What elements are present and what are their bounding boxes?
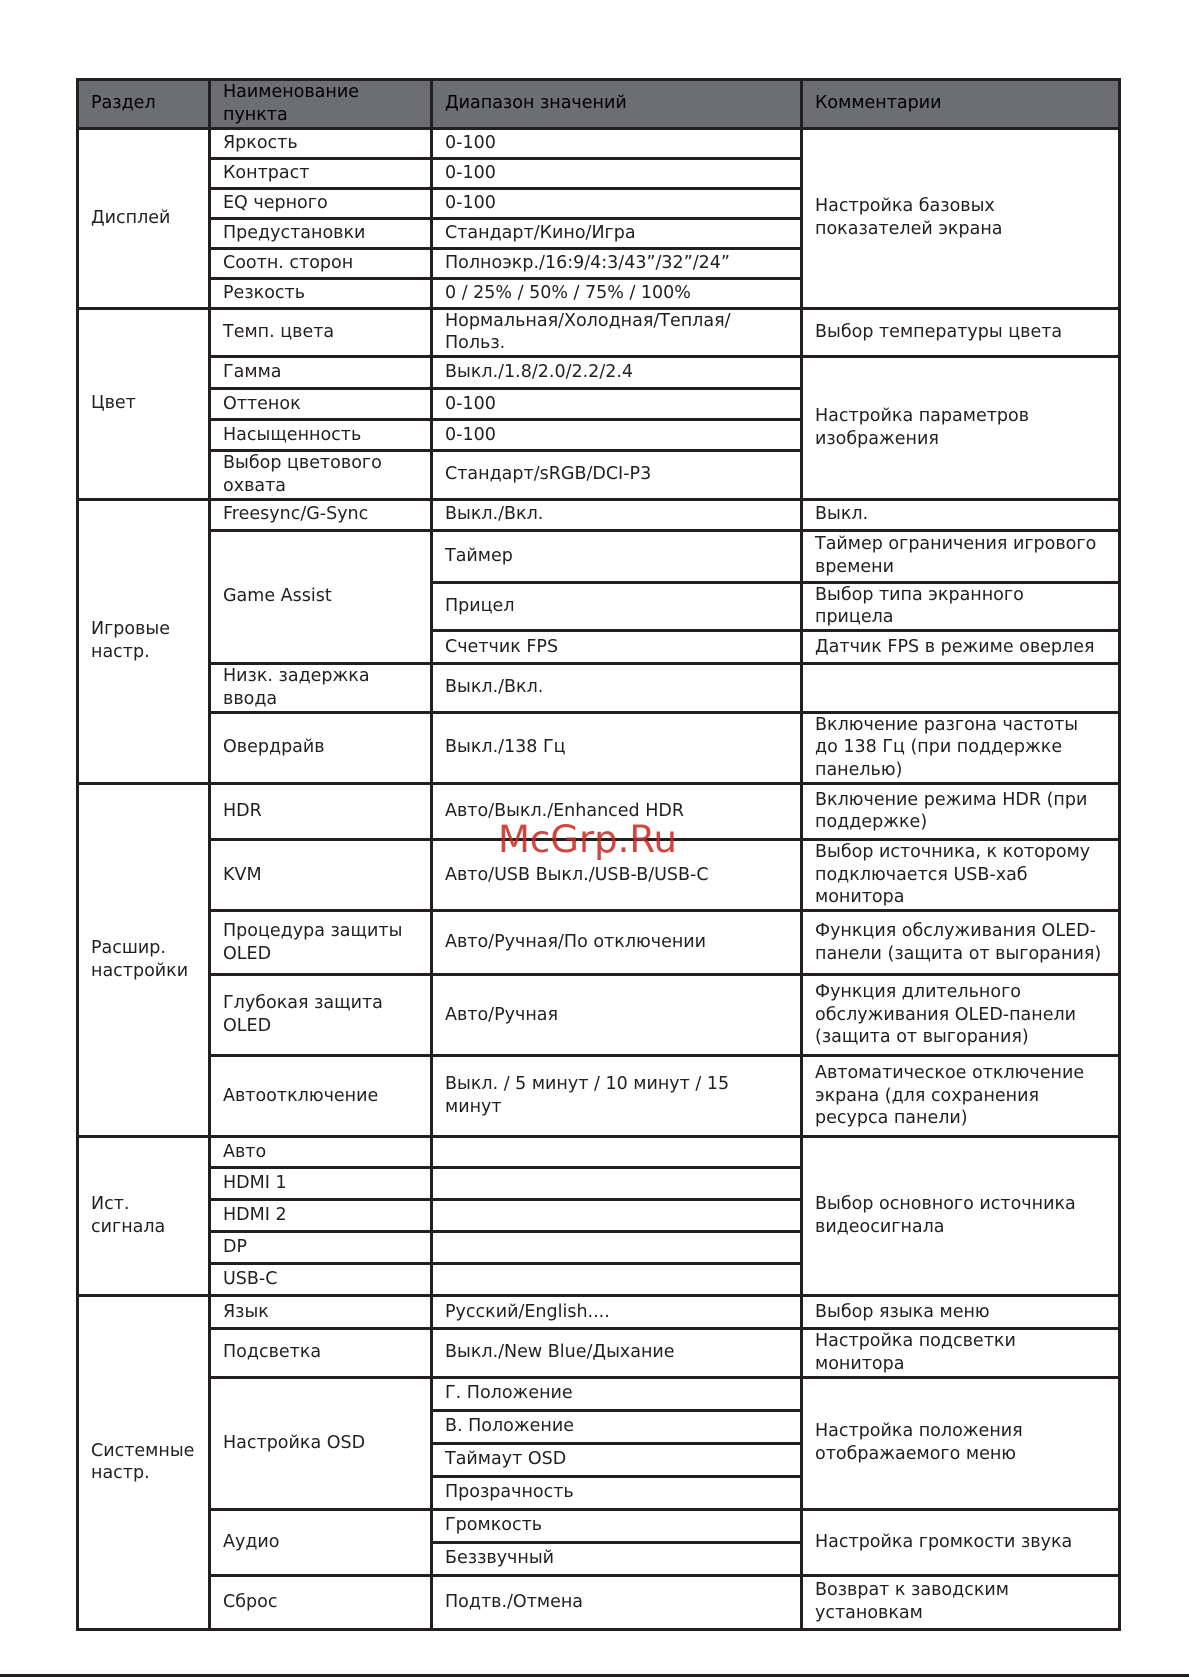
item-name: USB-C — [210, 1264, 432, 1296]
item-comment: Выкл. — [802, 499, 1120, 530]
section-system: Системные настр. — [78, 1296, 210, 1630]
table-row — [78, 1377, 1120, 1410]
section-source: Ист. сигнала — [78, 1137, 210, 1296]
item-name: Соотн. сторон — [210, 248, 432, 278]
item-range: Выкл./New Blue/Дыхание — [432, 1329, 802, 1378]
item-name: Авто — [210, 1137, 432, 1168]
header-range: Диапазон значений — [432, 80, 802, 129]
item-comment: Функция обслуживания OLED-панели (защита от выгорания) — [802, 911, 1120, 975]
item-name: Сброс — [210, 1575, 432, 1629]
header-item-name: Наименование пункта — [210, 80, 432, 129]
item-range: В. Положение — [432, 1410, 802, 1443]
item-comment — [802, 664, 1120, 713]
item-comment: Включение режима HDR (при поддержке) — [802, 783, 1120, 839]
item-range: 0-100 — [432, 188, 802, 218]
item-comment: Включение разгона частоты до 138 Гц (при поддержке панелью) — [802, 712, 1120, 783]
item-name: Подсветка — [210, 1329, 432, 1378]
item-range: Счетчик FPS — [432, 631, 802, 664]
item-comment: Выбор типа экранного прицела — [802, 582, 1120, 631]
item-range: 0 / 25% / 50% / 75% / 100% — [432, 278, 802, 308]
item-range — [432, 1137, 802, 1168]
item-name: Предустановки — [210, 218, 432, 248]
item-name: DP — [210, 1232, 432, 1264]
table-row — [78, 664, 1120, 713]
item-name: Гамма — [210, 357, 432, 389]
table-row — [78, 1329, 1120, 1378]
item-range: Прозрачность — [432, 1476, 802, 1509]
section-advanced: Расшир. настройки — [78, 783, 210, 1136]
item-name: Язык — [210, 1296, 432, 1329]
table-row — [78, 530, 1120, 582]
section-gaming: Игровые настр. — [78, 499, 210, 783]
item-comment: Выбор температуры цвета — [802, 308, 1120, 357]
item-range: Стандарт/sRGB/DCI-P3 — [432, 451, 802, 500]
item-range: Громкость — [432, 1509, 802, 1542]
item-name: EQ черного — [210, 188, 432, 218]
item-comment: Таймер ограничения игрового времени — [802, 530, 1120, 582]
item-name: Процедура защиты OLED — [210, 911, 432, 975]
section-color: Цвет — [78, 308, 210, 499]
settings-sheet — [76, 78, 1118, 1623]
item-name: HDMI 1 — [210, 1168, 432, 1200]
header-comments: Комментарии — [802, 80, 1120, 129]
item-range: 0-100 — [432, 420, 802, 451]
item-name: Темп. цвета — [210, 308, 432, 357]
item-name: Автоотключение — [210, 1056, 432, 1137]
comment-display: Настройка базовых показателей экрана — [802, 128, 1120, 308]
item-range: 0-100 — [432, 128, 802, 158]
item-name-audio: Аудио — [210, 1509, 432, 1575]
comment-osd: Настройка положения отображаемого меню — [802, 1377, 1120, 1509]
item-range — [432, 1168, 802, 1200]
comment-audio: Настройка громкости звука — [802, 1509, 1120, 1575]
item-comment: Настройка подсветки монитора — [802, 1329, 1120, 1378]
table-row — [78, 499, 1120, 530]
item-range: Выкл./Вкл. — [432, 499, 802, 530]
header-row — [78, 80, 1120, 129]
item-comment: Выбор источника, к которому подключается USB-хаб монитора — [802, 839, 1120, 910]
item-range: Авто/USB Выкл./USB-B/USB-C — [432, 839, 802, 910]
item-range: Г. Положение — [432, 1377, 802, 1410]
table-row — [78, 911, 1120, 975]
item-range: 0-100 — [432, 158, 802, 188]
item-range: Выкл./Вкл. — [432, 664, 802, 713]
item-comment: Автоматическое отключение экрана (для сохранения ресурса панели) — [802, 1056, 1120, 1137]
osd-settings-table — [76, 78, 1121, 1631]
comment-source: Выбор основного источника видеосигнала — [802, 1137, 1120, 1296]
table-row — [78, 357, 1120, 389]
item-range: Выкл./1.8/2.0/2.2/2.4 — [432, 357, 802, 389]
table-header — [78, 80, 1120, 129]
item-name: Выбор цветового охвата — [210, 451, 432, 500]
table-row — [78, 1296, 1120, 1329]
item-name: Контраст — [210, 158, 432, 188]
table-row — [78, 975, 1120, 1056]
item-range — [432, 1232, 802, 1264]
item-range: Таймер — [432, 530, 802, 582]
item-name: Яркость — [210, 128, 432, 158]
item-name: Freesync/G-Sync — [210, 499, 432, 530]
table-row — [78, 1509, 1120, 1542]
item-range: Авто/Ручная — [432, 975, 802, 1056]
item-name: Резкость — [210, 278, 432, 308]
item-range — [432, 1264, 802, 1296]
comment-color: Настройка параметров изображения — [802, 357, 1120, 500]
item-name-game-assist: Game Assist — [210, 530, 432, 664]
item-range: Подтв./Отмена — [432, 1575, 802, 1629]
item-name: Оттенок — [210, 389, 432, 420]
item-comment: Выбор языка меню — [802, 1296, 1120, 1329]
item-range: Полноэкр./16:9/4:3/43”/32”/24” — [432, 248, 802, 278]
item-range: 0-100 — [432, 389, 802, 420]
table-row — [78, 839, 1120, 910]
item-comment: Возврат к заводским установкам — [802, 1575, 1120, 1629]
item-range: Таймаут OSD — [432, 1443, 802, 1476]
table-row — [78, 1137, 1120, 1168]
watermark: McGrp.Ru — [498, 818, 677, 861]
item-name: Насыщенность — [210, 420, 432, 451]
item-range: Нормальная/Холодная/Теплая/Польз. — [432, 308, 802, 357]
item-name-osd: Настройка OSD — [210, 1377, 432, 1509]
item-range: Выкл. / 5 минут / 10 минут / 15 минут — [432, 1056, 802, 1137]
item-name: HDMI 2 — [210, 1200, 432, 1232]
item-range: Русский/English.... — [432, 1296, 802, 1329]
item-comment: Датчик FPS в режиме оверлея — [802, 631, 1120, 664]
table-row — [78, 1056, 1120, 1137]
item-name: Низк. задержка ввода — [210, 664, 432, 713]
item-name: Глубокая защита OLED — [210, 975, 432, 1056]
table-row — [78, 308, 1120, 357]
item-comment: Функция длительного обслуживания OLED-панели (защита от выгорания) — [802, 975, 1120, 1056]
table-row — [78, 712, 1120, 783]
item-range: Беззвучный — [432, 1542, 802, 1575]
item-range — [432, 1200, 802, 1232]
section-display: Дисплей — [78, 128, 210, 308]
item-name: KVM — [210, 839, 432, 910]
item-name: Овердрайв — [210, 712, 432, 783]
table-body — [78, 128, 1120, 1629]
item-range: Выкл./138 Гц — [432, 712, 802, 783]
header-section: Раздел — [78, 80, 210, 129]
item-range: Авто/Выкл./Enhanced HDR — [432, 783, 802, 839]
item-range: Стандарт/Кино/Игра — [432, 218, 802, 248]
item-range: Авто/Ручная/По отключении — [432, 911, 802, 975]
item-name: HDR — [210, 783, 432, 839]
table-row — [78, 783, 1120, 839]
item-range: Прицел — [432, 582, 802, 631]
table-row — [78, 1575, 1120, 1629]
table-row — [78, 128, 1120, 158]
